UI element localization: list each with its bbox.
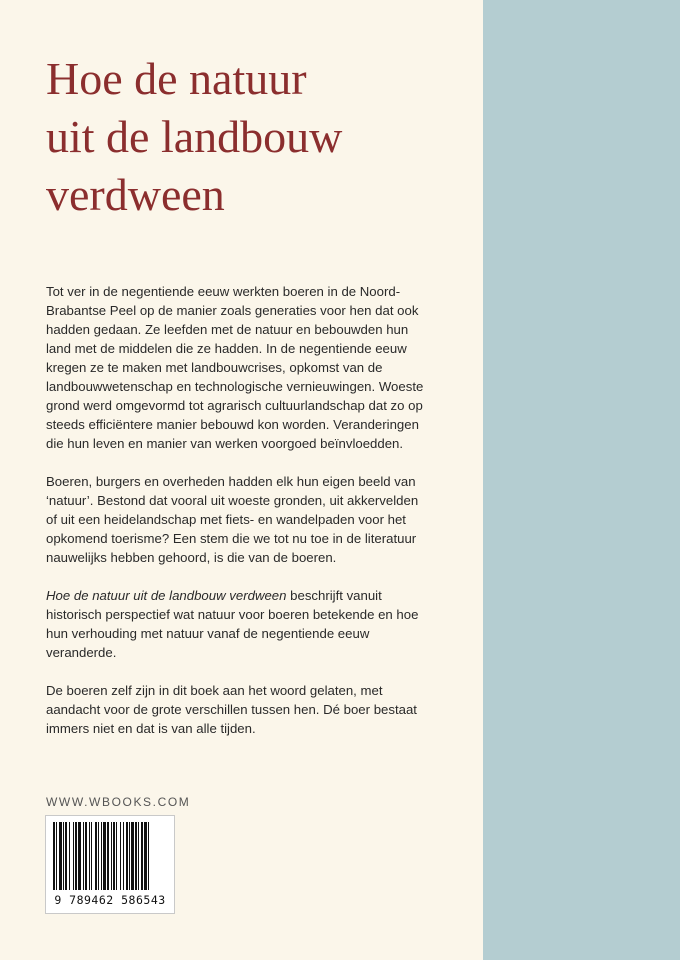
barcode-bar [56,822,57,890]
blurb-text [46,282,426,757]
barcode-bar [101,822,102,890]
barcode-bar [129,822,130,890]
barcode-bar [120,822,121,890]
blurb-paragraph-3-rest: beschrijft vanuit historisch perspectief wat natuur voor boeren betekende en hoe hun verhouding met natuur vanaf de negentiende eeuw veranderde. [46,588,419,660]
barcode-bar [107,822,109,890]
blurb-paragraph-4: De boeren zelf zijn in dit boek aan het woord gelaten, met aandacht voor de grote verschillen tussen hen. Dé boer bestaat immers niet en dat is van alle tijden. [46,683,417,736]
barcode-bar [126,822,128,890]
barcode-bar [103,822,106,890]
barcode-bar [111,822,112,890]
barcode-bar [63,822,64,890]
barcode-bar [59,822,62,890]
barcode-bar [85,822,87,890]
barcode-bar [123,822,124,890]
barcode-bar [75,822,77,890]
title-line-3: verdween [46,169,225,220]
title-line-2: uit de landbouw [46,111,343,162]
isbn-barcode [45,815,175,914]
barcode-bar [98,822,99,890]
barcode-bar [78,822,81,890]
barcode-bar [135,822,137,890]
barcode-bar [113,822,115,890]
publisher-website: WWW.WBOOKS.COM [46,795,191,809]
barcode-bar [89,822,90,890]
barcode-bar [95,822,97,890]
isbn-number: 9 789462 586543 [54,893,166,907]
barcode-bar [69,822,70,890]
barcode-bar [73,822,74,890]
blurb-book-title-italic: Hoe de natuur uit de landbouw verdween [46,588,287,603]
blue-side-strip [483,0,680,960]
barcode-bar [131,822,134,890]
barcode-bars [53,822,167,890]
barcode-bar [53,822,55,890]
barcode-bar [65,822,67,890]
barcode-bar [116,822,117,890]
title-line-1: Hoe de natuur [46,53,307,104]
barcode-bar [144,822,147,890]
blurb-paragraph-1: Tot ver in de negentiende eeuw werkten boeren in de Noord-Brabantse Peel op de manier zoals generaties voor hen dat ook hadden gedaan. Ze leefden met de natuur en bebouwden hun land met de middelen die ze hadden. In de negentiende eeuw kregen ze te maken met landbouwcrises, opkomst van de landbouwwetenschap en technologische vernieuwingen. Woeste grond werd omgevormd tot agrarisch cultuurlandschap dat zo op steeds efficiëntere manier bebouwd kon worden. Veranderingen die hun leven en manier van werken voorgoed beïnvloedden. [46,284,424,451]
barcode-bar [148,822,149,890]
barcode-bar [138,822,139,890]
barcode-bar [91,822,92,890]
barcode-bar [141,822,143,890]
blurb-paragraph-3 [46,586,426,662]
book-title [46,50,466,224]
blurb-paragraph-2: Boeren, burgers en overheden hadden elk hun eigen beeld van ‘natuur’. Bestond dat vooral uit woeste gronden, uit akkervelden of uit een heidelandschap met fiets- en wandelpaden voor het opkomend toerisme? Een stem die we tot nu toe in de literatuur nauwelijks hebben gehoord, is die van de boeren. [46,474,419,565]
barcode-bar [83,822,84,890]
